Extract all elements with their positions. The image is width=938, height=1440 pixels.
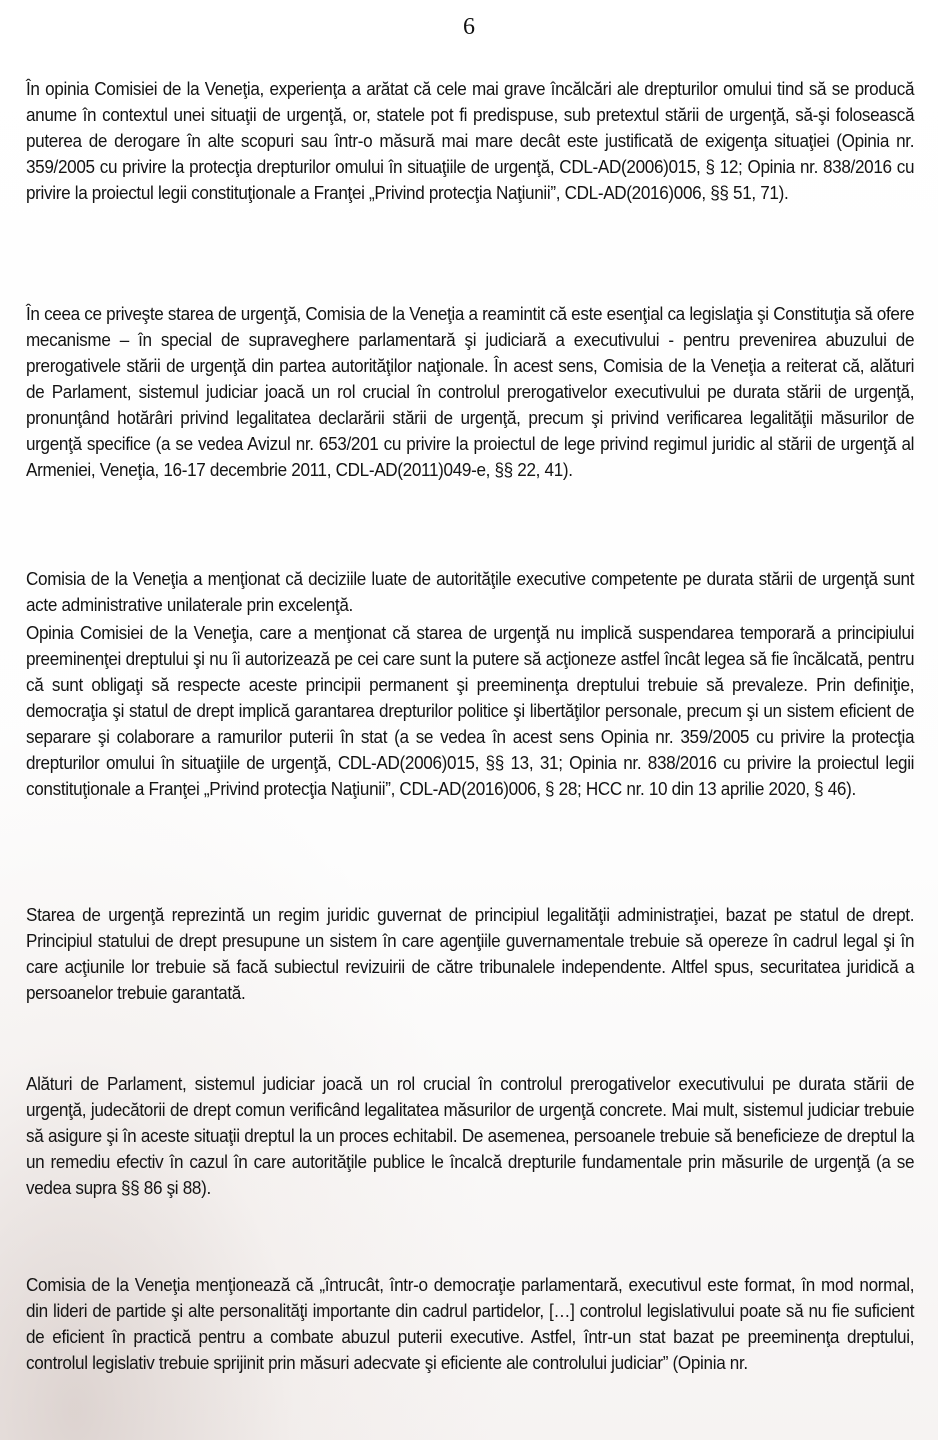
paragraph-text: În ceea ce priveşte starea de urgenţă, Comisia de la Veneţia a reamintit că este esenţial ca legislaţia şi Constituţia să ofere mecanisme – în special de supraveghere parlamentară şi judiciară a executivului - pentru prevenirea abuzului de prerogativele stării de urgenţă din partea autorităţilor naţionale. În acest sens, Comisia de la Veneţia a reiterat că, alături de Parlament, sistemul judiciar joacă un rol crucial în controlul prerogativelor executivului pe durata stării de urgenţă, pronunţând hotărâri privind legalitatea declarării stării de urgenţă, precum şi privind verificarea legalităţii măsurilor de urgenţă specifice (a se vedea Avizul nr. 653/201 cu privire la proiectul de lege privind regimul juridic al stării de urgenţă al Armeniei, Veneţia, 16-17 decembrie 2011, CDL-AD(2011)049-e, §§ 22, 41). xyxy=(26,303,915,480)
paragraph-text: În opinia Comisiei de la Veneţia, experienţa a arătat că cele mai grave încălcări ale drepturilor omului tind să se producă anume în contextul unei situaţii de urgenţă, or, statele pot fi predispuse, sub pretextul stării de urgenţă, să-şi folosească puterea de derogare în alte scopuri sau într-o măsură mai mare decât este justificată de exigenţa situaţiei (Opinia nr. 359/2005 cu privire la protecţia drepturilor omului în situaţiile de urgenţă, CDL-AD(2006)015, § 12; Opinia nr. 838/2016 cu privire la proiectul legii constituţionale a Franţei „Privind protecţia Naţiunii”, CDL-AD(2016)006, §§ 51, 71). xyxy=(26,78,915,203)
page-number: 6 xyxy=(463,14,475,40)
paragraph-text: Alături de Parlament, sistemul judiciar joacă un rol crucial în controlul prerogativelor executivului pe durata stării de urgenţă, judecătorii de drept comun verificând legalitatea măsurilor de urgenţă concrete. Mai mult, sistemul judiciar trebuie să asigure şi în aceste situaţii dreptul la un proces echitabil. De asemenea, persoanele trebuie să beneficieze de dreptul la un remediu efectiv în cazul în care autorităţile publice le încalcă drepturile fundamentale prin măsurile de urgenţă (a se vedea supra §§ 86 şi 88). xyxy=(26,1073,915,1198)
paragraph-text: Opinia Comisiei de la Veneţia, care a menţionat că starea de urgenţă nu implică suspendarea temporară a principiului preeminenţei dreptului şi nu îi autorizează pe cei care sunt la putere să acţioneze astfel încât legea să fie încălcată, pentru că sunt obligaţi să respecte aceste principii permanent şi preeminenţa dreptului trebuie să prevaleze. Prin definiţie, democraţia şi statul de drept implică garantarea drepturilor politice şi libertăţilor personale, precum şi un sistem eficient de separare şi colaborare a ramurilor puterii în stat (a se vedea în acest sens Opinia nr. 359/2005 cu privire la protecţia drepturilor omului în situaţiile de urgenţă, CDL-AD(2006)015, §§ 13, 31; Opinia nr. 838/2016 cu privire la proiectul legii constituţionale a Franţei „Privind protecţia Naţiunii”, CDL-AD(2016)006, § 28; HCC nr. 10 din 13 aprilie 2020, § 46). xyxy=(26,622,915,799)
paragraph-legal-regime xyxy=(26,902,914,1006)
paragraph-rule-of-law-opinion xyxy=(26,620,914,802)
paragraph-state-of-emergency-mechanisms xyxy=(26,301,914,483)
paragraph-text: Starea de urgenţă reprezintă un regim juridic guvernat de principiul legalităţii administraţiei, bazat pe statul de drept. Principiul statului de drept presupune un sistem în care agenţiile guvernamentale trebuie să opereze în cadrul legal şi în care acţiunile lor trebuie să facă subiectul revizuirii de către tribunalele independente. Altfel spus, securitatea juridică a persoanelor trebuie garantată. xyxy=(26,904,915,1003)
paragraph-judicial-role xyxy=(26,1071,914,1201)
paragraph-venice-commission-opinion xyxy=(26,76,914,206)
paragraph-administrative-acts xyxy=(26,566,914,618)
paragraph-legislative-control xyxy=(26,1272,914,1376)
paragraph-text: Comisia de la Veneţia a menţionat că deciziile luate de autorităţile executive competente pe durata stării de urgenţă sunt acte administrative unilaterale prin excelenţă. xyxy=(26,568,915,615)
paragraph-text: Comisia de la Veneţia menţionează că „întrucât, într-o democraţie parlamentară, executivul este format, în mod normal, din lideri de partide şi alte personalităţi importante din cadrul partidelor, […] controlul legislativului poate să nu fie suficient de eficient în practică pentru a combate abuzul puterii executive. Astfel, într-un stat bazat pe preeminenţa dreptului, controlul legislativ trebuie sprijinit prin măsuri adecvate şi eficiente ale controlului judiciar” (Opinia nr. xyxy=(26,1274,915,1373)
